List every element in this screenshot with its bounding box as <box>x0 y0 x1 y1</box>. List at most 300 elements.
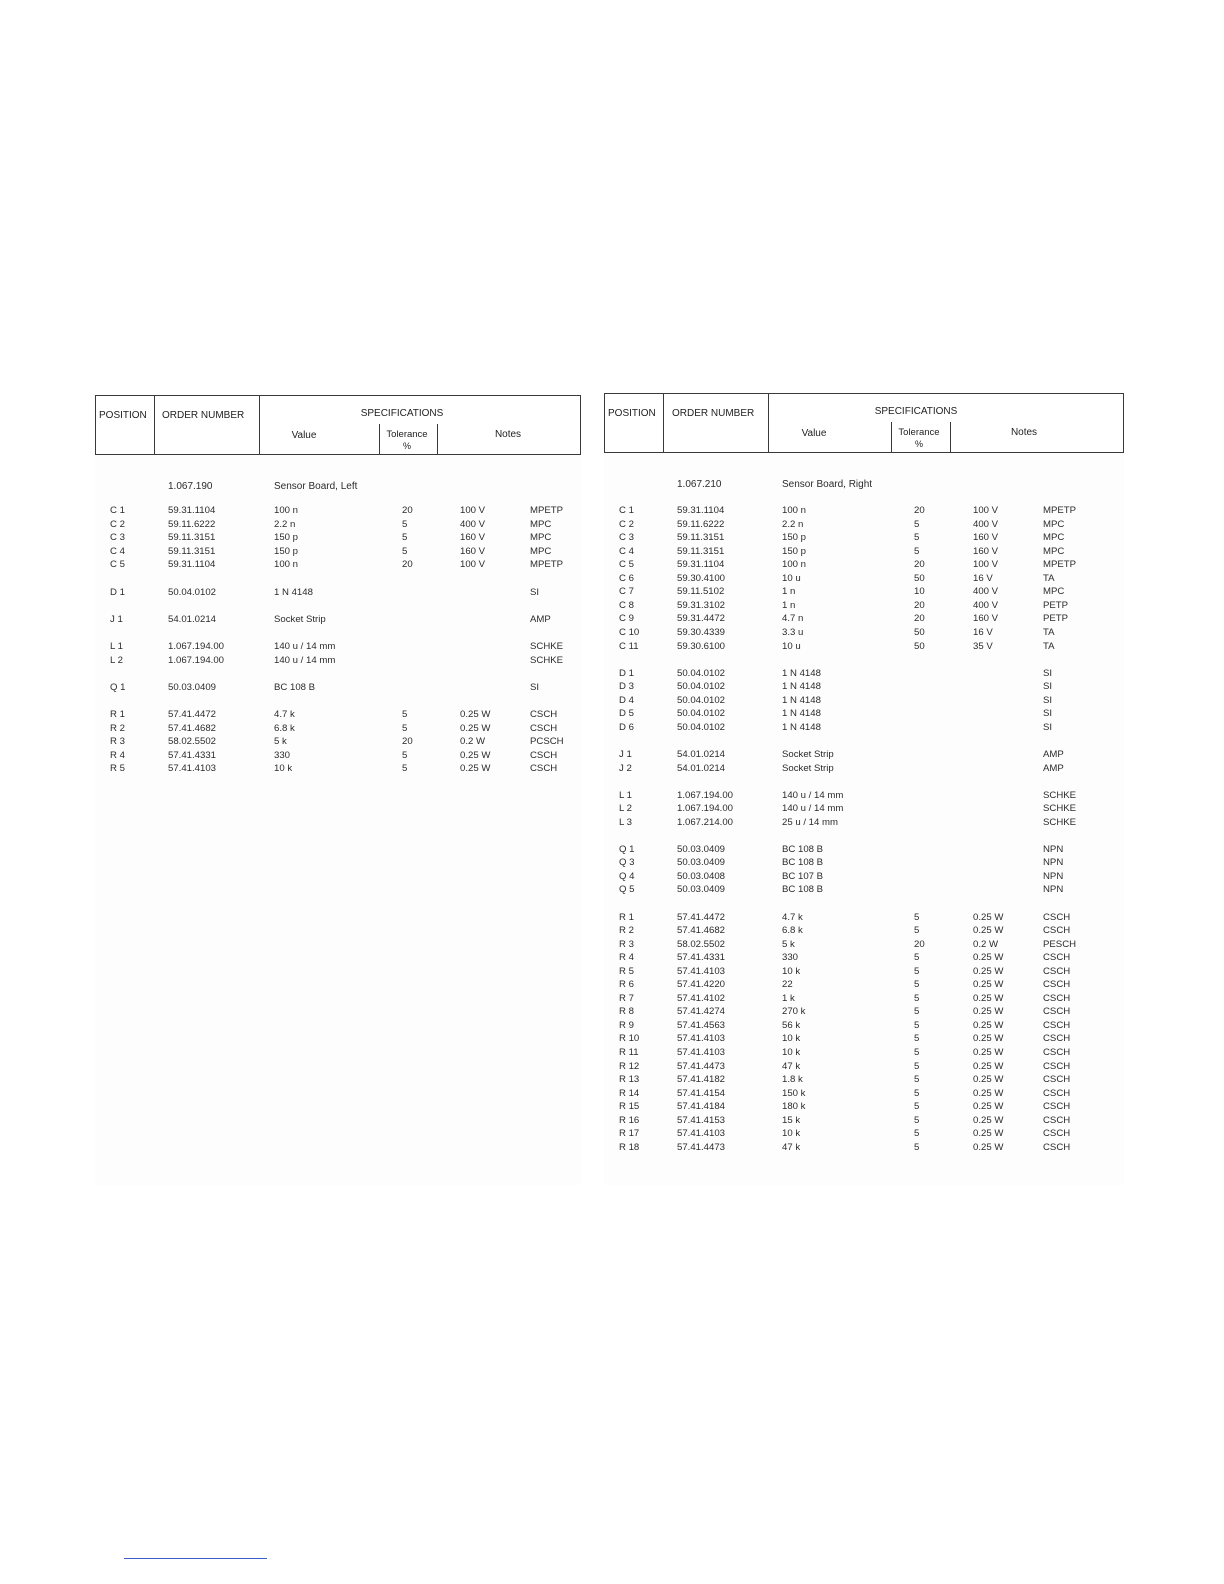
value-cell: 1 N 4148 <box>782 681 821 693</box>
table-row <box>604 681 1124 693</box>
position-cell: C 3 <box>619 532 634 544</box>
rating-cell: 160 V <box>973 613 999 625</box>
notes-cell: SI <box>1043 694 1053 706</box>
table-row <box>604 763 1124 775</box>
rating-cell: 0.25 W <box>973 1060 1004 1072</box>
tolerance-cell: 5 <box>914 925 920 937</box>
order-number-cell: 59.11.3151 <box>168 532 216 544</box>
table-row <box>604 613 1124 625</box>
notes-cell: NPN <box>1043 870 1064 882</box>
order-number-cell: 57.41.4154 <box>677 1087 726 1099</box>
notes-cell: NPN <box>1043 857 1064 869</box>
rating-cell: 0.2 W <box>973 938 999 950</box>
table-row <box>95 587 581 599</box>
order-number-cell: 1.067.194.00 <box>168 654 225 666</box>
parts-list-table-right <box>604 393 1124 1185</box>
value-cell: 3.3 u <box>782 627 804 638</box>
notes-cell: SCHKE <box>1043 803 1077 815</box>
value-cell: 1 N 4148 <box>782 721 821 733</box>
position-cell: R 2 <box>110 722 125 734</box>
value-cell: 100 n <box>782 559 807 571</box>
position-cell: R 5 <box>619 965 634 977</box>
rating-cell: 400 V <box>460 518 486 530</box>
board-title-row <box>95 481 581 493</box>
order-number-cell: 50.04.0102 <box>168 586 217 598</box>
tolerance-cell: 5 <box>914 992 920 1004</box>
order-number-cell: 59.30.4100 <box>677 572 726 584</box>
notes-cell: CSCH <box>530 709 558 720</box>
value-cell: 180 k <box>782 1101 806 1113</box>
value-cell: 330 <box>274 749 291 761</box>
order-number-cell: 59.30.4339 <box>677 627 726 638</box>
position-cell: D 6 <box>619 721 634 733</box>
specifications-header: SPECIFICATIONS <box>360 408 444 419</box>
rating-cell: 0.25 W <box>460 763 491 775</box>
order-number-cell: 50.04.0102 <box>677 694 726 706</box>
order-number-cell: 50.03.0409 <box>677 843 726 855</box>
position-cell: R 14 <box>619 1087 640 1099</box>
rating-cell: 0.25 W <box>973 952 1004 964</box>
value-cell: BC 107 B <box>782 870 824 882</box>
value-cell: 140 u / 14 mm <box>274 654 336 666</box>
table-row <box>95 655 581 667</box>
tolerance-cell: 50 <box>914 640 925 652</box>
table-row <box>604 1020 1124 1032</box>
order-number-cell: 50.03.0409 <box>677 857 726 869</box>
tolerance-cell: 5 <box>914 1114 920 1126</box>
specifications-header: SPECIFICATIONS <box>874 406 958 417</box>
value-cell: Socket Strip <box>782 748 834 760</box>
table-row <box>604 627 1124 639</box>
notes-cell: SCHKE <box>1043 789 1077 801</box>
table-row <box>604 1047 1124 1059</box>
tolerance-header: Tolerance <box>386 429 428 440</box>
table-row <box>95 559 581 571</box>
notes-cell: AMP <box>530 613 551 625</box>
tolerance-cell: 50 <box>914 572 925 584</box>
notes-cell: CSCH <box>1043 1114 1071 1126</box>
order-number-cell: 57.41.4103 <box>677 1033 726 1045</box>
notes-cell: MPC <box>1043 518 1065 530</box>
table-row <box>604 912 1124 924</box>
value-cell: 100 n <box>782 505 807 516</box>
position-cell: R 9 <box>619 1019 634 1031</box>
position-cell: C 11 <box>619 640 639 652</box>
position-cell: R 12 <box>619 1060 640 1072</box>
table-row <box>604 708 1124 720</box>
value-header: Value <box>801 428 827 439</box>
table-row <box>604 952 1124 964</box>
value-cell: Socket Strip <box>274 613 326 625</box>
position-cell: R 6 <box>619 979 634 991</box>
notes-cell: CSCH <box>530 722 558 734</box>
tolerance-cell: 5 <box>914 1019 920 1031</box>
notes-cell: CSCH <box>1043 1101 1071 1113</box>
order-number-cell: 59.31.1104 <box>168 559 216 571</box>
notes-cell: CSCH <box>1043 965 1071 977</box>
rating-cell: 0.25 W <box>973 1033 1004 1045</box>
position-cell: D 1 <box>110 586 125 598</box>
position-cell: C 2 <box>619 518 634 530</box>
notes-cell: MPETP <box>1043 559 1077 571</box>
table-row <box>95 505 581 517</box>
table-row <box>604 925 1124 937</box>
order-number-cell: 54.01.0214 <box>677 748 726 760</box>
table-row <box>604 573 1124 585</box>
order-number-cell: 50.03.0409 <box>677 884 726 896</box>
notes-cell: SI <box>1043 708 1053 720</box>
notes-cell: MPETP <box>530 559 564 571</box>
rating-cell: 400 V <box>973 586 999 598</box>
rating-cell: 160 V <box>460 532 486 544</box>
value-cell: 4.7 k <box>274 709 295 720</box>
notes-cell: MPC <box>530 545 552 557</box>
position-cell: C 8 <box>619 599 634 611</box>
position-cell: C 5 <box>110 559 125 571</box>
position-cell: C 10 <box>619 627 640 638</box>
position-cell: C 5 <box>619 559 634 571</box>
position-cell: Q 1 <box>110 681 126 693</box>
table-row <box>604 1074 1124 1086</box>
rating-cell: 160 V <box>973 545 999 557</box>
notes-cell: PETP <box>1043 613 1069 625</box>
notes-cell: SCHKE <box>530 654 564 666</box>
value-cell: Socket Strip <box>782 762 834 774</box>
position-cell: C 2 <box>110 518 125 530</box>
value-cell: 100 n <box>274 559 299 571</box>
position-header: POSITION <box>608 408 656 419</box>
table-row <box>604 979 1124 991</box>
tolerance-cell: 5 <box>402 763 408 775</box>
order-number-cell: 57.41.4563 <box>677 1019 726 1031</box>
position-cell: L 2 <box>110 654 123 666</box>
tolerance-cell: 5 <box>914 1128 920 1140</box>
value-cell: 10 k <box>782 1033 801 1045</box>
tolerance-cell: 20 <box>914 938 925 950</box>
order-number-cell: 1.067.194.00 <box>677 789 734 801</box>
position-cell: R 5 <box>110 763 125 775</box>
tolerance-cell: 5 <box>914 545 920 557</box>
notes-cell: CSCH <box>1043 1060 1071 1072</box>
value-cell: 1 N 4148 <box>782 667 821 679</box>
order-number-cell: 57.41.4274 <box>677 1006 726 1018</box>
table-row <box>604 817 1124 829</box>
notes-cell: AMP <box>1043 762 1064 774</box>
table-row <box>95 750 581 762</box>
order-number-cell: 57.41.4103 <box>168 763 217 775</box>
order-number-cell: 57.41.4331 <box>677 952 726 964</box>
position-cell: L 2 <box>619 803 632 815</box>
order-number-header: ORDER NUMBER <box>162 410 245 421</box>
tolerance-cell: 5 <box>402 545 408 557</box>
tolerance-cell: 20 <box>402 736 413 748</box>
value-cell: 15 k <box>782 1114 801 1126</box>
notes-cell: NPN <box>1043 884 1064 896</box>
notes-cell: MPC <box>530 518 552 530</box>
position-cell: R 18 <box>619 1141 640 1153</box>
table-row <box>95 546 581 558</box>
notes-cell: CSCH <box>1043 979 1071 991</box>
table-row <box>604 668 1124 680</box>
order-number-cell: 59.31.1104 <box>168 505 216 516</box>
value-cell: 10 k <box>274 763 293 775</box>
rating-cell: 0.25 W <box>460 722 491 734</box>
rating-cell: 0.2 W <box>460 736 486 748</box>
order-number-cell: 57.41.4472 <box>677 911 726 923</box>
tolerance-cell: 5 <box>402 709 408 720</box>
order-number-cell: 57.41.4103 <box>677 1047 726 1058</box>
value-cell: 270 k <box>782 1006 806 1018</box>
order-number-cell: 59.31.1104 <box>677 559 725 571</box>
order-number-cell: 50.04.0102 <box>677 721 726 733</box>
rating-cell: 100 V <box>460 505 486 516</box>
rating-cell: 0.25 W <box>973 1087 1004 1099</box>
tolerance-cell: 5 <box>402 518 408 530</box>
notes-cell: TA <box>1043 572 1055 584</box>
value-cell: 1 N 4148 <box>274 586 313 598</box>
order-number-cell: 59.11.6222 <box>168 518 216 530</box>
notes-cell: SI <box>1043 667 1053 679</box>
table-row <box>95 723 581 735</box>
position-cell: C 9 <box>619 613 634 625</box>
value-cell: 2.2 n <box>782 518 804 530</box>
tolerance-unit: % <box>402 441 412 451</box>
notes-cell: CSCH <box>1043 925 1071 937</box>
notes-cell: CSCH <box>1043 1019 1071 1031</box>
table-row <box>604 939 1124 951</box>
order-number-cell: 1.067.194.00 <box>168 641 225 652</box>
board-order-number: 1.067.190 <box>168 481 213 492</box>
tolerance-cell: 5 <box>402 722 408 734</box>
value-cell: 150 p <box>782 545 807 557</box>
order-number-cell: 54.01.0214 <box>168 613 217 625</box>
table-row <box>604 1101 1124 1113</box>
order-number-cell: 58.02.5502 <box>168 736 217 748</box>
notes-cell: MPC <box>1043 545 1065 557</box>
value-cell: 100 n <box>274 505 299 516</box>
position-cell: R 11 <box>619 1047 639 1058</box>
value-cell: 150 p <box>274 545 299 557</box>
notes-cell: CSCH <box>1043 952 1071 964</box>
tolerance-cell: 20 <box>914 505 925 516</box>
tolerance-cell: 5 <box>914 911 920 923</box>
notes-cell: TA <box>1043 640 1055 652</box>
notes-cell: PETP <box>1043 599 1069 611</box>
table-row <box>604 559 1124 571</box>
table-row <box>95 763 581 775</box>
table-row <box>604 803 1124 815</box>
notes-cell: CSCH <box>1043 1074 1071 1086</box>
notes-header: Notes <box>1010 427 1038 438</box>
order-number-cell: 59.30.6100 <box>677 640 726 652</box>
rating-cell: 0.25 W <box>973 1128 1004 1140</box>
table-body <box>604 393 1124 1185</box>
table-row <box>95 682 581 694</box>
table-row <box>604 1061 1124 1073</box>
value-cell: 1 N 4148 <box>782 708 821 720</box>
order-number-cell: 59.11.3151 <box>677 545 725 557</box>
position-cell: C 4 <box>110 545 125 557</box>
value-cell: 6.8 k <box>782 925 803 937</box>
rating-cell: 400 V <box>973 599 999 611</box>
table-row <box>604 1115 1124 1127</box>
table-row <box>604 722 1124 734</box>
table-row <box>604 1006 1124 1018</box>
value-cell: 22 <box>782 979 793 991</box>
position-cell: C 1 <box>619 505 634 516</box>
board-order-number: 1.067.210 <box>677 479 722 490</box>
order-number-cell: 50.04.0102 <box>677 708 726 720</box>
position-cell: L 3 <box>619 816 632 828</box>
value-cell: 5 k <box>782 938 795 950</box>
position-cell: Q 4 <box>619 870 635 882</box>
value-cell: BC 108 B <box>274 681 316 693</box>
rating-cell: 100 V <box>460 559 486 571</box>
notes-cell: CSCH <box>530 749 558 761</box>
tolerance-cell: 10 <box>914 586 925 598</box>
table-row <box>95 614 581 626</box>
tolerance-header: Tolerance <box>898 427 940 438</box>
value-cell: 10 u <box>782 572 801 584</box>
value-cell: 1 n <box>782 586 796 598</box>
tolerance-cell: 50 <box>914 627 925 638</box>
position-cell: D 3 <box>619 681 634 693</box>
table-row <box>604 884 1124 896</box>
order-number-header: ORDER NUMBER <box>672 408 755 419</box>
rating-cell: 35 V <box>973 640 993 652</box>
table-row <box>604 966 1124 978</box>
notes-cell: CSCH <box>1043 1006 1071 1018</box>
table-row <box>604 641 1124 653</box>
position-cell: R 7 <box>619 992 634 1004</box>
order-number-cell: 59.11.5102 <box>677 586 725 598</box>
order-number-cell: 57.41.4184 <box>677 1101 726 1113</box>
tolerance-unit: % <box>914 439 924 449</box>
value-cell: 2.2 n <box>274 518 296 530</box>
tolerance-cell: 5 <box>914 965 920 977</box>
value-cell: 140 u / 14 mm <box>782 789 844 801</box>
position-cell: R 4 <box>110 749 125 761</box>
notes-cell: NPN <box>1043 843 1064 855</box>
notes-cell: MPC <box>530 532 552 544</box>
rating-cell: 0.25 W <box>973 1019 1004 1031</box>
value-cell: 1 k <box>782 992 795 1004</box>
board-description: Sensor Board, Right <box>782 479 873 490</box>
rating-cell: 0.25 W <box>973 1141 1004 1153</box>
rating-cell: 160 V <box>973 532 999 544</box>
notes-cell: SCHKE <box>1043 816 1077 828</box>
position-cell: C 7 <box>619 586 634 598</box>
notes-cell: TA <box>1043 627 1055 638</box>
notes-cell: CSCH <box>530 763 558 775</box>
value-cell: 1.8 k <box>782 1074 803 1086</box>
notes-cell: MPC <box>1043 532 1065 544</box>
tolerance-cell: 5 <box>914 1141 920 1153</box>
table-row <box>95 532 581 544</box>
table-row <box>604 1033 1124 1045</box>
position-cell: D 1 <box>619 667 634 679</box>
tolerance-cell: 5 <box>914 1047 920 1058</box>
table-row <box>604 844 1124 856</box>
tolerance-cell: 20 <box>402 559 413 571</box>
table-row <box>95 736 581 748</box>
value-cell: 5 k <box>274 736 287 748</box>
order-number-cell: 57.41.4682 <box>168 722 217 734</box>
parts-list-table-left <box>95 395 581 1185</box>
tolerance-cell: 5 <box>914 952 920 964</box>
order-number-cell: 57.41.4331 <box>168 749 217 761</box>
table-row <box>95 709 581 721</box>
value-cell: 10 k <box>782 965 801 977</box>
table-row <box>604 749 1124 761</box>
tolerance-cell: 5 <box>914 979 920 991</box>
order-number-cell: 59.11.3151 <box>168 545 216 557</box>
order-number-cell: 59.31.4472 <box>677 613 726 625</box>
position-cell: R 16 <box>619 1114 640 1126</box>
position-cell: D 4 <box>619 694 634 706</box>
rating-cell: 0.25 W <box>973 925 1004 937</box>
position-cell: R 15 <box>619 1101 640 1113</box>
order-number-cell: 57.41.4153 <box>677 1114 726 1126</box>
table-row <box>604 505 1124 517</box>
table-row <box>95 641 581 653</box>
position-cell: R 10 <box>619 1033 640 1045</box>
position-cell: J 1 <box>110 613 123 625</box>
position-cell: Q 1 <box>619 843 635 855</box>
value-cell: 10 k <box>782 1047 801 1058</box>
notes-cell: MPETP <box>530 505 564 516</box>
position-cell: R 2 <box>619 925 634 937</box>
tolerance-cell: 5 <box>914 518 920 530</box>
rating-cell: 100 V <box>973 559 999 571</box>
notes-cell: SCHKE <box>530 641 564 652</box>
order-number-cell: 57.41.4473 <box>677 1060 726 1072</box>
tolerance-cell: 5 <box>914 1074 920 1086</box>
rating-cell: 0.25 W <box>973 1074 1004 1086</box>
notes-cell: CSCH <box>1043 911 1071 923</box>
position-cell: Q 3 <box>619 857 635 869</box>
notes-header: Notes <box>494 429 522 440</box>
position-cell: L 1 <box>110 641 123 652</box>
order-number-cell: 57.41.4103 <box>677 965 726 977</box>
table-row <box>604 857 1124 869</box>
position-cell: J 2 <box>619 762 632 774</box>
position-cell: C 4 <box>619 545 634 557</box>
order-number-cell: 57.41.4182 <box>677 1074 726 1086</box>
rating-cell: 16 V <box>973 627 993 638</box>
position-cell: R 3 <box>110 736 125 748</box>
table-row <box>604 790 1124 802</box>
rating-cell: 0.25 W <box>973 1101 1004 1113</box>
notes-cell: MPETP <box>1043 505 1077 516</box>
value-cell: 330 <box>782 952 799 964</box>
rating-cell: 0.25 W <box>973 911 1004 923</box>
rating-cell: 16 V <box>973 572 993 584</box>
table-row <box>604 586 1124 598</box>
notes-cell: SI <box>530 681 540 693</box>
position-cell: R 13 <box>619 1074 640 1086</box>
position-cell: C 3 <box>110 532 125 544</box>
position-cell: R 3 <box>619 938 634 950</box>
tolerance-cell: 5 <box>914 1087 920 1099</box>
value-cell: 1 N 4148 <box>782 694 821 706</box>
value-cell: 47 k <box>782 1060 801 1072</box>
board-description: Sensor Board, Left <box>274 481 358 492</box>
notes-cell: SI <box>1043 681 1053 693</box>
notes-cell: SI <box>1043 721 1053 733</box>
value-cell: 25 u / 14 mm <box>782 816 838 828</box>
rating-cell: 0.25 W <box>973 992 1004 1004</box>
